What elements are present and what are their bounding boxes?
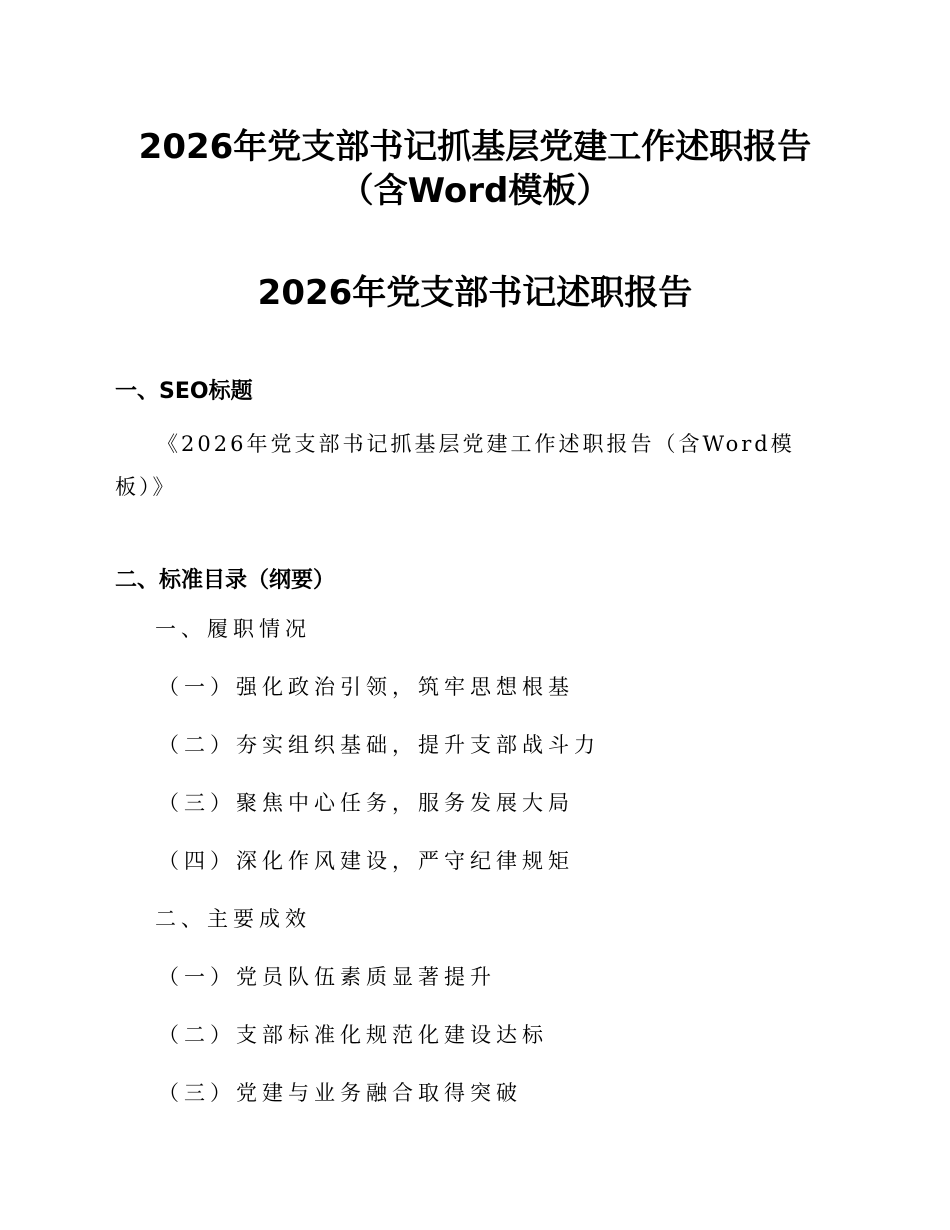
document-title-line-2: （含Word模板） [339,171,611,211]
outline-item: 二、主要成效 [155,907,311,931]
outline-item: （三）聚焦中心任务，服务发展大局 [158,791,574,815]
outline-item: （一）党员队伍素质显著提升 [158,965,496,989]
document-title-line-1: 2026年党支部书记抓基层党建工作述职报告 [138,127,812,167]
outline-item: 一、履职情况 [155,617,311,641]
outline-item: （一）强化政治引领，筑牢思想根基 [158,675,574,699]
outline-item: （二）支部标准化规范化建设达标 [158,1023,548,1047]
section-heading-seo: 一、SEO标题 [115,379,253,404]
seo-title-text: 《2026年党支部书记抓基层党建工作述职报告（含Word模板）》 [115,432,795,499]
outline-item: （四）深化作风建设，严守纪律规矩 [158,849,574,873]
report-subtitle: 2026年党支部书记述职报告 [257,273,693,313]
section-heading-outline: 二、标准目录（纲要） [115,568,336,593]
outline-item: （三）党建与业务融合取得突破 [158,1081,522,1105]
outline-item: （二）夯实组织基础，提升支部战斗力 [158,733,600,757]
